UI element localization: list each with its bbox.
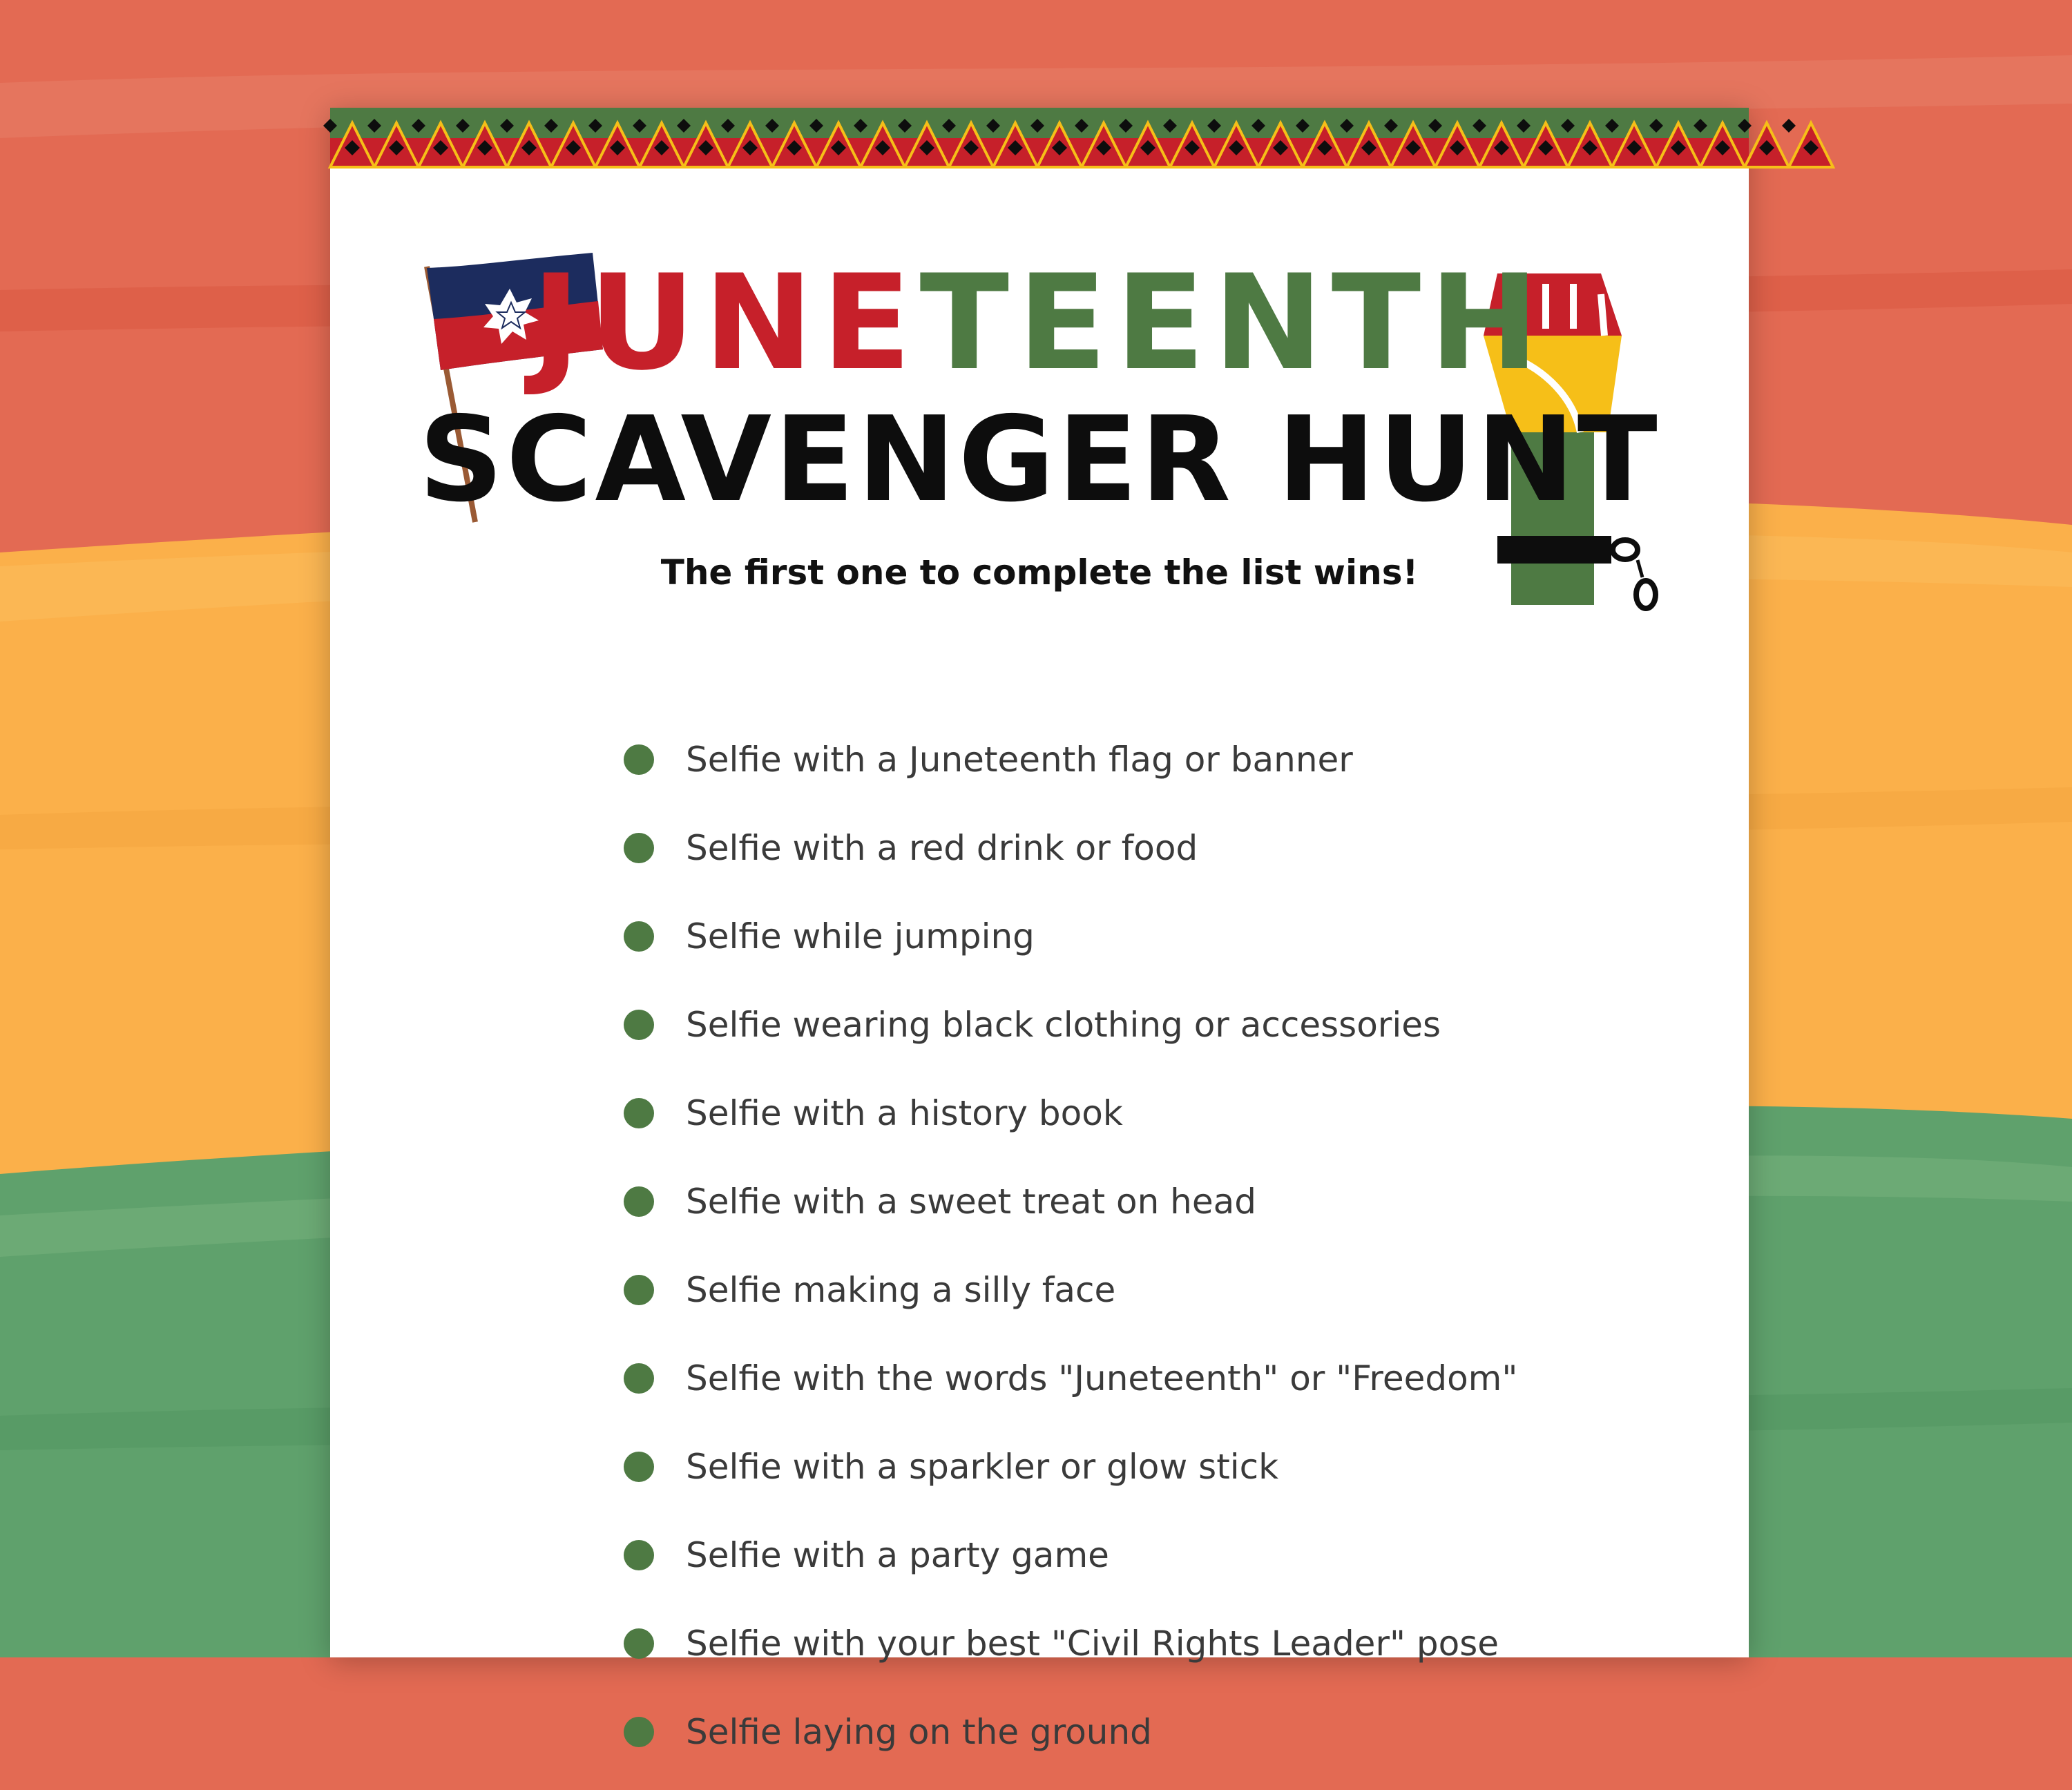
green-dot-icon bbox=[624, 1540, 654, 1570]
list-item-text: Selfie with your best "Civil Rights Leader" pose bbox=[686, 1624, 1499, 1664]
green-dot-icon bbox=[624, 1628, 654, 1659]
list-item-text: Selfie with the words "Juneteenth" or "Freedom" bbox=[686, 1358, 1518, 1398]
list-item-text: Selfie making a silly face bbox=[686, 1270, 1116, 1310]
green-dot-icon bbox=[624, 1186, 654, 1217]
title-scavenger-hunt: SCAVENGER HUNT bbox=[419, 392, 1660, 528]
green-dot-icon bbox=[624, 1452, 654, 1482]
list-item bbox=[624, 1083, 1701, 1171]
list-item-text: Selfie laying on the ground bbox=[686, 1712, 1152, 1752]
list-item bbox=[624, 1525, 1701, 1613]
list-item bbox=[624, 1171, 1701, 1260]
list-item bbox=[624, 1260, 1701, 1348]
title-juneteenth bbox=[330, 247, 1749, 399]
scavenger-hunt-sheet bbox=[330, 108, 1749, 1752]
green-dot-icon bbox=[624, 1098, 654, 1128]
green-dot-icon bbox=[624, 921, 654, 952]
green-dot-icon bbox=[624, 1275, 654, 1305]
title-part-red: JUNE bbox=[531, 247, 920, 399]
subtitle: The first one to complete the list wins! bbox=[660, 552, 1419, 593]
tribal-pattern-border bbox=[330, 108, 1749, 167]
list-item bbox=[624, 1702, 1701, 1790]
list-item bbox=[624, 994, 1701, 1083]
green-dot-icon bbox=[624, 1363, 654, 1394]
title-part-green: TEENTH bbox=[919, 247, 1548, 399]
list-item-text: Selfie with a red drink or food bbox=[686, 828, 1198, 868]
list-item-text: Selfie while jumping bbox=[686, 916, 1035, 956]
green-dot-icon bbox=[624, 744, 654, 775]
list-item-text: Selfie with a party game bbox=[686, 1535, 1109, 1575]
list-item bbox=[624, 729, 1701, 818]
list-item-text: Selfie wearing black clothing or accessories bbox=[686, 1005, 1441, 1045]
list-item-text: Selfie with a Juneteenth flag or banner bbox=[686, 740, 1353, 780]
green-dot-icon bbox=[624, 1717, 654, 1747]
list-item bbox=[624, 1436, 1701, 1525]
list-item-text: Selfie with a sweet treat on head bbox=[686, 1182, 1256, 1222]
list-item bbox=[624, 1348, 1701, 1436]
list-item bbox=[624, 1613, 1701, 1702]
checklist bbox=[624, 729, 1701, 1790]
list-item bbox=[624, 818, 1701, 906]
list-item bbox=[624, 906, 1701, 994]
green-dot-icon bbox=[624, 833, 654, 863]
list-item-text: Selfie with a history book bbox=[686, 1093, 1123, 1133]
green-dot-icon bbox=[624, 1010, 654, 1040]
list-item-text: Selfie with a sparkler or glow stick bbox=[686, 1447, 1279, 1487]
